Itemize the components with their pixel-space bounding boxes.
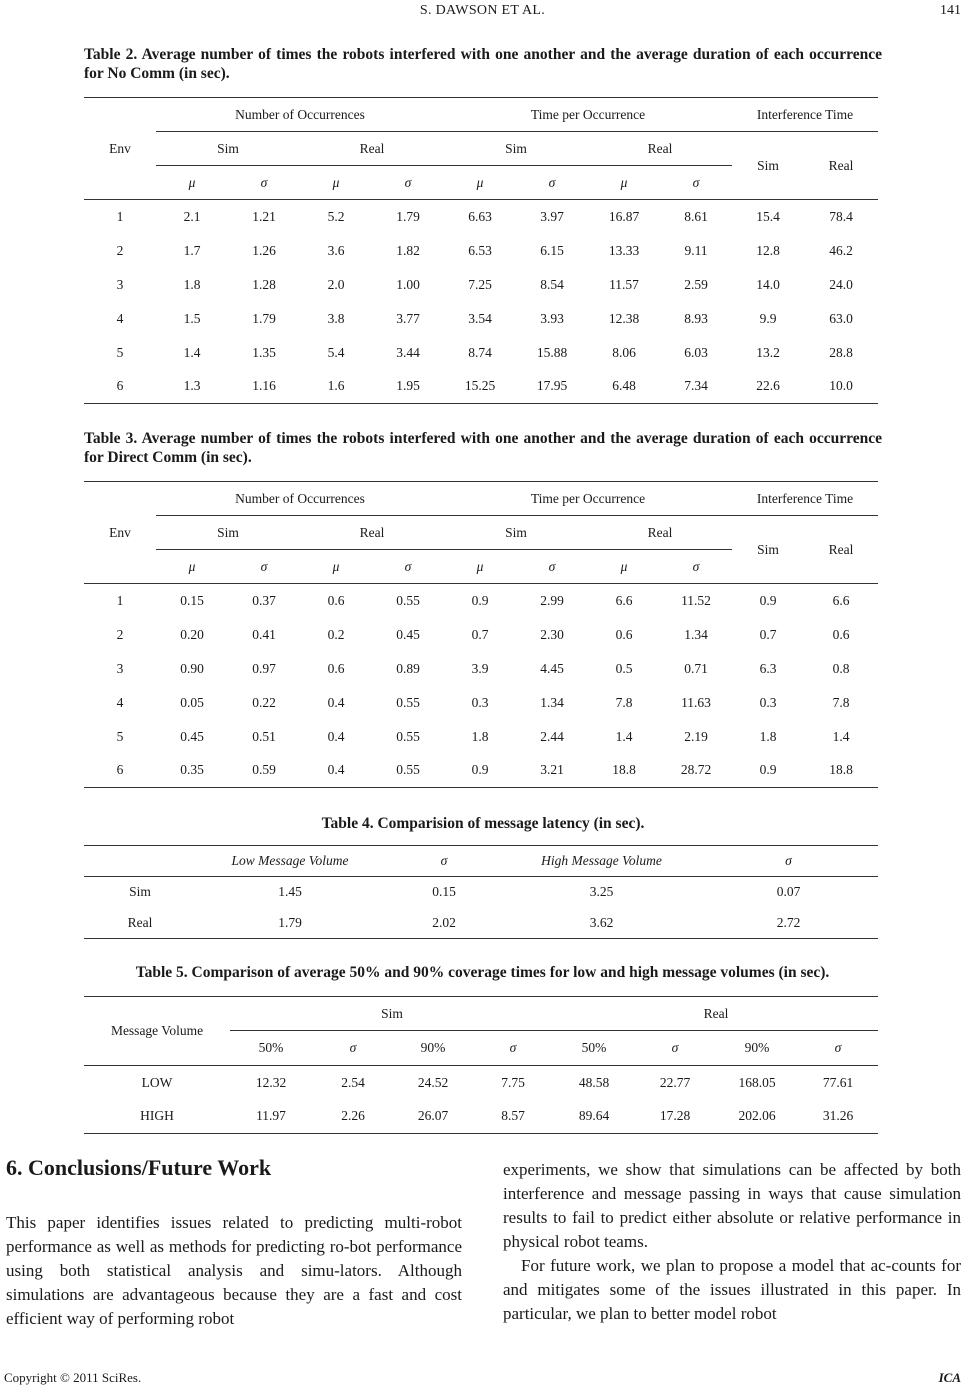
table-cell: 2.30 <box>540 626 564 642</box>
sigma-header: σ <box>660 166 732 200</box>
table-cell: 6.03 <box>684 344 708 360</box>
table-cell: 9.11 <box>684 242 708 258</box>
table-cell: 1.8 <box>759 728 777 744</box>
table-cell: 0.45 <box>396 626 420 642</box>
table-cell: 0.22 <box>252 694 276 710</box>
table-cell: 8.93 <box>684 310 708 326</box>
table-cell: 2.1 <box>183 208 201 224</box>
table-cell: 7.34 <box>684 378 708 394</box>
table-cell: 0.3 <box>471 694 489 710</box>
table2 <box>84 97 878 404</box>
table-cell: 0.55 <box>396 592 420 608</box>
table-cell: LOW <box>141 1074 173 1090</box>
table-cell: 1 <box>116 208 124 224</box>
table-cell: 18.8 <box>829 762 853 778</box>
right-column-paragraph: For future work, we plan to propose a model that ac-counts for and mitigates some of the issues illustrated in this paper. In particular, we plan to better model robot <box>503 1256 961 1323</box>
table-cell: Real <box>127 914 153 930</box>
table-cell: 4 <box>116 310 124 326</box>
real-header: Real <box>588 516 732 550</box>
table-cell: 1.21 <box>252 208 276 224</box>
high-volume-header: High Message Volume <box>504 846 699 877</box>
sigma-header: σ <box>798 1031 878 1066</box>
table-cell: 168.05 <box>738 1074 776 1090</box>
table-cell: 28.72 <box>680 762 712 778</box>
sigma-header: σ <box>472 1031 554 1066</box>
table-cell: 18.8 <box>612 762 636 778</box>
table-cell: 1.16 <box>252 378 276 394</box>
table-cell: 0.9 <box>759 592 777 608</box>
sim-header: Sim <box>732 516 804 584</box>
table-cell: 0.90 <box>180 660 204 676</box>
table-cell: 1.5 <box>183 310 201 326</box>
table-cell: 8.54 <box>540 276 564 292</box>
table-cell: 5.2 <box>327 208 345 224</box>
table-cell: 0.89 <box>396 660 420 676</box>
table-row <box>84 234 878 268</box>
table-cell: 2.54 <box>341 1074 365 1090</box>
table-cell: 8.74 <box>468 344 492 360</box>
table-cell: 1.6 <box>327 378 345 394</box>
table-cell: 1 <box>116 592 124 608</box>
table-cell: 2 <box>116 626 124 642</box>
sim-header: Sim <box>444 132 588 166</box>
table-cell: 0.15 <box>432 884 456 900</box>
table-cell: 6.6 <box>615 592 633 608</box>
table-cell: 28.8 <box>829 344 853 360</box>
table-cell: 0.8 <box>832 660 850 676</box>
message-volume-header: Message Volume <box>84 997 230 1066</box>
table-cell: 0.6 <box>615 626 633 642</box>
env-header: Env <box>84 482 156 584</box>
table-cell: 3 <box>116 660 124 676</box>
table-cell: 1.79 <box>396 208 420 224</box>
table-cell: 0.4 <box>327 728 345 744</box>
table-cell: 15.4 <box>756 208 780 224</box>
table-cell: 22.77 <box>659 1074 691 1090</box>
real-header: Real <box>588 132 732 166</box>
table-cell: 0.9 <box>759 762 777 778</box>
table-cell: 8.61 <box>684 208 708 224</box>
table-cell: 3.6 <box>327 242 345 258</box>
table-cell: 0.05 <box>180 694 204 710</box>
table-cell: 89.64 <box>578 1108 610 1124</box>
right-column-paragraph: experiments, we show that simulations can be affected by both interference and message passing in ways that cause simulation results to fail to predict either absolute or relative performance in physical robot teams. <box>503 1160 961 1251</box>
page-number: 141 <box>940 3 961 18</box>
table-cell: 0.20 <box>180 626 204 642</box>
table5-caption: Table 5. Comparison of average 50% and 90% coverage times for low and high message volumes (in sec). <box>135 964 830 981</box>
real-header: Real <box>300 516 444 550</box>
table-cell: 0.5 <box>615 660 633 676</box>
mu-header: μ <box>588 166 660 200</box>
table-cell: 4.45 <box>540 660 564 676</box>
table-cell: 63.0 <box>829 310 853 326</box>
empty-header-cell <box>84 846 196 877</box>
table-row <box>84 720 878 754</box>
table-cell: 2.44 <box>540 728 564 744</box>
table-cell: 1.4 <box>615 728 633 744</box>
table-cell: Sim <box>129 884 151 900</box>
table-cell: 13.33 <box>608 242 640 258</box>
table-row <box>84 584 878 618</box>
table-row <box>84 652 878 686</box>
group-header: Time per Occurrence <box>444 482 732 516</box>
table-cell: 1.28 <box>252 276 276 292</box>
table-cell: 11.57 <box>609 276 639 292</box>
journal-footer: ICA <box>938 1370 961 1385</box>
sigma-header: σ <box>228 550 300 584</box>
table-cell: 0.6 <box>832 626 850 642</box>
table-cell: 6.63 <box>468 208 492 224</box>
table-cell: 3.25 <box>589 884 614 900</box>
table-cell: 3.62 <box>589 914 614 930</box>
table-cell: 1.79 <box>278 914 302 930</box>
table-cell: 0.15 <box>180 592 204 608</box>
sim-header: Sim <box>732 132 804 200</box>
pct90-header: 90% <box>394 1031 472 1066</box>
table-cell: 11.97 <box>256 1108 286 1124</box>
table-cell: 0.4 <box>327 762 345 778</box>
table-cell: 17.28 <box>659 1108 691 1124</box>
table-cell: 48.58 <box>578 1074 610 1090</box>
table-cell: 1.4 <box>832 728 850 744</box>
sigma-header: σ <box>660 550 732 584</box>
table-cell: HIGH <box>140 1108 174 1124</box>
table4 <box>84 845 878 939</box>
table-cell: 0.71 <box>684 660 708 676</box>
table-cell: 2.02 <box>432 914 456 930</box>
section-heading: 6. Conclusions/Future Work <box>6 1155 272 1180</box>
mu-header: μ <box>300 550 372 584</box>
table-cell: 1.7 <box>183 242 201 258</box>
table-cell: 6 <box>116 762 124 778</box>
table-cell: 3.21 <box>540 762 564 778</box>
table-cell: 7.8 <box>832 694 850 710</box>
table-cell: 3.9 <box>471 660 489 676</box>
table-cell: 31.26 <box>822 1108 854 1124</box>
table-row <box>84 268 878 302</box>
low-volume-header: Low Message Volume <box>196 846 384 877</box>
table-cell: 1.35 <box>252 344 276 360</box>
sim-header: Sim <box>444 516 588 550</box>
table-cell: 2.99 <box>540 592 564 608</box>
table-cell: 0.07 <box>776 884 801 900</box>
mu-header: μ <box>156 166 228 200</box>
sigma-header: σ <box>516 550 588 584</box>
table-cell: 0.35 <box>180 762 204 778</box>
table-cell: 202.06 <box>738 1108 776 1124</box>
table-cell: 0.7 <box>759 626 777 642</box>
mu-header: μ <box>444 166 516 200</box>
table-cell: 7.25 <box>468 276 492 292</box>
table-cell: 3 <box>116 276 124 292</box>
table-cell: 0.45 <box>180 728 204 744</box>
table-row <box>84 877 878 908</box>
table-cell: 1.34 <box>540 694 564 710</box>
table-cell: 46.2 <box>829 242 853 258</box>
group-header: Interference Time <box>732 482 878 516</box>
table-cell: 10.0 <box>829 378 853 394</box>
env-header: Env <box>84 98 156 200</box>
table-cell: 1.3 <box>183 378 201 394</box>
table-cell: 14.0 <box>756 276 780 292</box>
table-cell: 3.8 <box>327 310 345 326</box>
sigma-header: σ <box>372 550 444 584</box>
table-cell: 0.97 <box>252 660 276 676</box>
sigma-header: σ <box>384 846 504 877</box>
table-cell: 6.6 <box>832 592 850 608</box>
sim-group-header: Sim <box>230 997 554 1031</box>
table-cell: 0.51 <box>252 728 276 744</box>
table-cell: 2 <box>116 242 124 258</box>
table-cell: 2.0 <box>327 276 345 292</box>
table-cell: 1.4 <box>183 344 201 360</box>
table-cell: 0.37 <box>252 592 276 608</box>
running-title: S. DAWSON ET AL. <box>419 3 546 18</box>
table-cell: 11.63 <box>681 694 711 710</box>
table-cell: 9.9 <box>759 310 777 326</box>
table-cell: 1.34 <box>684 626 708 642</box>
real-header: Real <box>300 132 444 166</box>
table-cell: 0.9 <box>471 592 489 608</box>
table-cell: 2.59 <box>684 276 708 292</box>
copyright-footer: Copyright © 2011 SciRes. <box>4 1370 142 1385</box>
running-header <box>0 0 965 30</box>
table-row <box>84 618 878 652</box>
real-header: Real <box>804 516 878 584</box>
table-cell: 0.3 <box>759 694 777 710</box>
table-cell: 3.44 <box>396 344 420 360</box>
pct90-header: 90% <box>716 1031 798 1066</box>
table-row <box>84 370 878 404</box>
group-header: Interference Time <box>732 98 878 132</box>
table-cell: 0.2 <box>327 626 345 642</box>
table-cell: 7.75 <box>501 1074 525 1090</box>
table-cell: 7.8 <box>615 694 633 710</box>
sigma-header: σ <box>699 846 878 877</box>
table-cell: 13.2 <box>756 344 780 360</box>
real-header: Real <box>804 132 878 200</box>
group-header: Number of Occurrences <box>156 98 444 132</box>
table-cell: 12.32 <box>255 1074 287 1090</box>
mu-header: μ <box>156 550 228 584</box>
mu-header: μ <box>588 550 660 584</box>
mu-header: μ <box>444 550 516 584</box>
table-row <box>84 336 878 370</box>
table-cell: 6.53 <box>468 242 492 258</box>
table-cell: 0.55 <box>396 728 420 744</box>
table-cell: 4 <box>116 694 124 710</box>
sigma-header: σ <box>228 166 300 200</box>
table-cell: 0.7 <box>471 626 489 642</box>
table-cell: 11.52 <box>681 592 711 608</box>
table-row <box>84 200 878 234</box>
table3 <box>84 481 878 788</box>
table-cell: 0.55 <box>396 694 420 710</box>
table-cell: 0.59 <box>252 762 276 778</box>
table-cell: 26.07 <box>417 1108 449 1124</box>
table-cell: 0.6 <box>327 592 345 608</box>
table-cell: 5.4 <box>327 344 345 360</box>
sim-header: Sim <box>156 516 300 550</box>
table-row <box>84 1066 878 1100</box>
table3-caption: Table 3. Average number of times the robots interfered with one another and the average duration of each occurrence for Direct Comm (in sec). <box>84 430 882 466</box>
table-cell: 2.26 <box>341 1108 365 1124</box>
table-cell: 6 <box>116 378 124 394</box>
table-cell: 1.95 <box>396 378 420 394</box>
left-column-paragraph: This paper identifies issues related to predicting multi-robot performance as well as methods for predicting ro-bot performance using both statistical analysis and simu-lators. Although simulations are advantageous because they are a fast and cost efficient way of performing robot <box>6 1213 462 1328</box>
table-cell: 12.8 <box>756 242 780 258</box>
pct50-header: 50% <box>554 1031 634 1066</box>
table4-caption: Table 4. Comparision of message latency (in sec). <box>321 815 645 832</box>
sigma-header: σ <box>516 166 588 200</box>
table-row <box>84 754 878 788</box>
sigma-header: σ <box>372 166 444 200</box>
sigma-header: σ <box>634 1031 716 1066</box>
sim-header: Sim <box>156 132 300 166</box>
table-row <box>84 302 878 336</box>
table-row <box>84 686 878 720</box>
group-header: Number of Occurrences <box>156 482 444 516</box>
table-cell: 0.55 <box>396 762 420 778</box>
table-cell: 0.41 <box>252 626 276 642</box>
table-cell: 17.95 <box>536 378 568 394</box>
sigma-header: σ <box>312 1031 394 1066</box>
table-cell: 3.54 <box>468 310 492 326</box>
mu-header: μ <box>300 166 372 200</box>
table-cell: 0.4 <box>327 694 345 710</box>
table-cell: 1.00 <box>396 276 420 292</box>
table-cell: 1.79 <box>252 310 276 326</box>
real-group-header: Real <box>554 997 878 1031</box>
pct50-header: 50% <box>230 1031 312 1066</box>
table-cell: 1.82 <box>396 242 420 258</box>
table-cell: 0.9 <box>471 762 489 778</box>
table-row <box>84 1100 878 1134</box>
table-cell: 5 <box>116 344 124 360</box>
group-header: Time per Occurrence <box>444 98 732 132</box>
table-cell: 12.38 <box>608 310 640 326</box>
table-cell: 1.45 <box>278 884 302 900</box>
table-cell: 2.72 <box>776 914 801 930</box>
table-cell: 3.97 <box>540 208 564 224</box>
table-cell: 1.8 <box>183 276 201 292</box>
table-cell: 3.77 <box>396 310 420 326</box>
table-cell: 3.93 <box>540 310 564 326</box>
table-cell: 78.4 <box>829 208 853 224</box>
table-cell: 1.8 <box>471 728 489 744</box>
table-cell: 6.3 <box>759 660 777 676</box>
table-cell: 8.57 <box>501 1108 525 1124</box>
table-cell: 16.87 <box>608 208 640 224</box>
table-cell: 15.88 <box>536 344 568 360</box>
table-cell: 0.6 <box>327 660 345 676</box>
table-cell: 6.48 <box>612 378 636 394</box>
table-cell: 24.0 <box>829 276 853 292</box>
table-cell: 24.52 <box>417 1074 449 1090</box>
table-cell: 8.06 <box>612 344 636 360</box>
table-cell: 6.15 <box>540 242 564 258</box>
table-cell: 1.26 <box>252 242 276 258</box>
table2-caption: Table 2. Average number of times the robots interfered with one another and the average duration of each occurrence for No Comm (in sec). <box>84 46 882 82</box>
table-cell: 22.6 <box>756 378 780 394</box>
table-cell: 5 <box>116 728 124 744</box>
table-cell: 2.19 <box>684 728 708 744</box>
table-row <box>84 908 878 939</box>
table-cell: 15.25 <box>464 378 496 394</box>
table-cell: 77.61 <box>822 1074 854 1090</box>
table5 <box>84 996 878 1134</box>
